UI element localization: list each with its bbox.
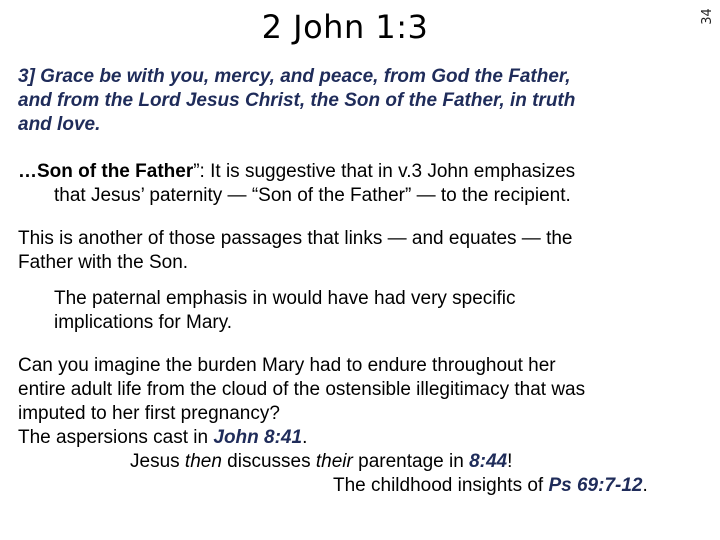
son-note-lead-rest: ”: It is suggestive that in v.3 John emphasizes (193, 161, 576, 182)
aspersions-end: . (302, 427, 308, 448)
links-note-line: Father with the Son. (18, 252, 189, 273)
son-note-line: that Jesus’ paternity — “Son of the Father” — to the recipient. (54, 185, 571, 206)
scripture-reference: Ps 69:7-12 (548, 475, 643, 496)
parentage-text: discusses (221, 451, 316, 472)
burden-section (18, 354, 708, 498)
childhood-text: The childhood insights of (333, 475, 549, 496)
parentage-text: parentage in (352, 451, 470, 472)
verse-line: 3] Grace be with you, mercy, and peace, from God the Father, (18, 66, 571, 87)
son-of-father-note (18, 160, 708, 208)
burden-line: entire adult life from the cloud of the ostensible illegitimacy that was (18, 379, 586, 400)
son-note-lead: …Son of the Father (18, 161, 194, 182)
emphasis-then: then (184, 451, 222, 472)
paternal-note-line: The paternal emphasis in would have had very specific (54, 288, 516, 309)
parentage-text: Jesus (130, 451, 185, 472)
links-note (18, 227, 708, 275)
paternal-note-line: implications for Mary. (54, 312, 233, 333)
burden-line: Can you imagine the burden Mary had to endure throughout her (18, 355, 556, 376)
scripture-reference: 8:44 (469, 451, 508, 472)
burden-line: imputed to her first pregnancy? (18, 403, 280, 424)
scripture-reference: John 8:41 (213, 427, 303, 448)
childhood-line (18, 474, 708, 498)
aspersions-line (18, 426, 708, 450)
childhood-end: . (642, 475, 648, 496)
parentage-end: ! (507, 451, 513, 472)
emphasis-their: their (315, 451, 353, 472)
son-note-line (18, 160, 708, 184)
verse-text (18, 65, 708, 137)
page-number (692, 2, 720, 30)
paternal-note (54, 287, 704, 335)
verse-line: and love. (18, 114, 101, 135)
verse-line: and from the Lord Jesus Christ, the Son of the Father, in truth (18, 90, 576, 111)
slide-title: 2 John 1:3 (261, 8, 429, 46)
page-number-text: 34 (699, 7, 715, 25)
aspersions-text: The aspersions cast in (18, 427, 214, 448)
parentage-line (18, 450, 708, 474)
links-note-line: This is another of those passages that links — and equates — the (18, 228, 573, 249)
